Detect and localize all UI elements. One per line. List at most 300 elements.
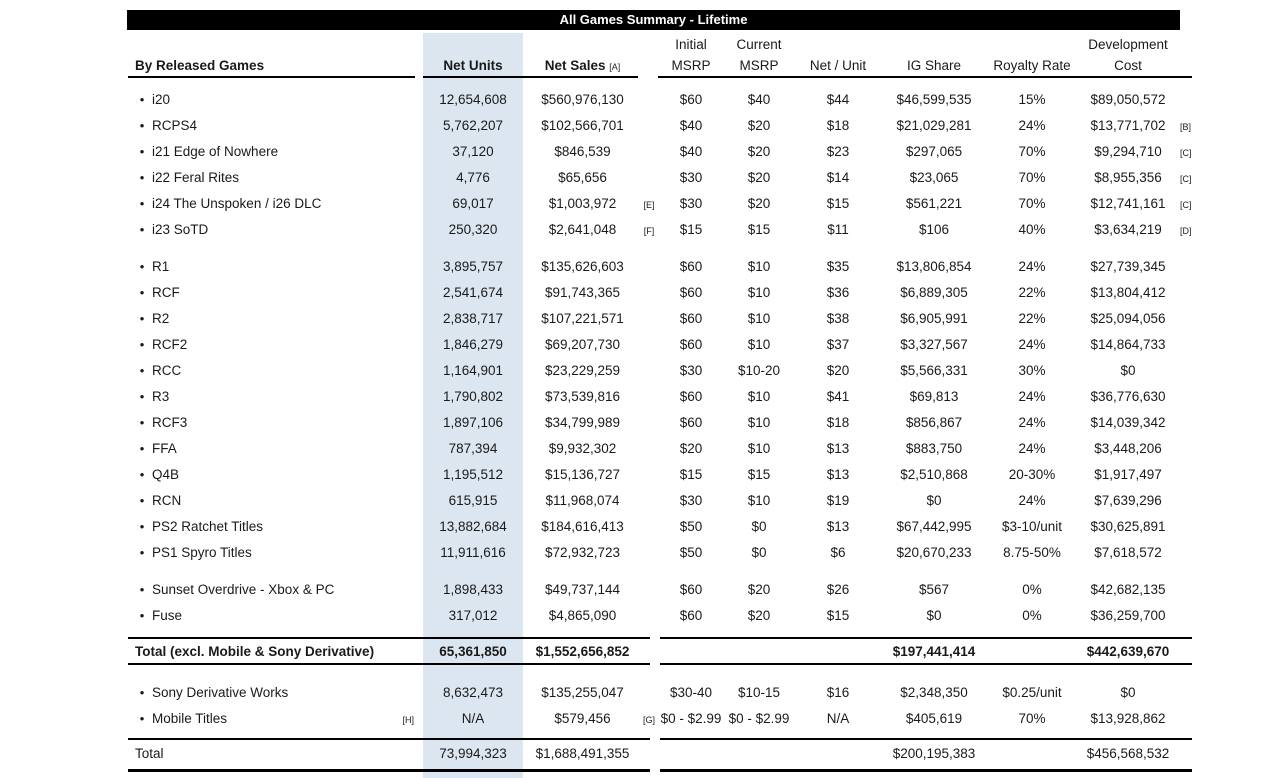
cell-net-units: 1,164,901 xyxy=(442,363,504,378)
bottom-rule-right xyxy=(660,769,1192,772)
cell-ig-share: $405,619 xyxy=(905,711,963,726)
cell-net-per-unit: $44 xyxy=(826,92,850,107)
cell-net-units: 4,776 xyxy=(456,170,490,185)
table-row xyxy=(0,332,1280,358)
cell-sales-note xyxy=(637,488,661,514)
cell-net-units: 3,895,757 xyxy=(442,259,504,274)
cell-dev-cost: $13,928,862 xyxy=(1090,711,1166,726)
cell-game-label: FFA xyxy=(152,441,177,456)
cell-net-units: 1,790,802 xyxy=(442,389,504,404)
cell-current-msrp: $10 xyxy=(747,415,771,430)
cell-ig-share: $5,566,331 xyxy=(900,363,968,378)
cell-sales-note xyxy=(637,462,661,488)
cell-sales-note xyxy=(637,113,661,139)
cell-dev-cost-note xyxy=(1180,254,1200,280)
cell-sales-note xyxy=(637,87,661,113)
cell-initial-msrp: $60 xyxy=(679,337,703,352)
cell-current-msrp: $0 - $2.99 xyxy=(728,711,790,726)
cell-net-sales: $15,136,727 xyxy=(544,467,621,482)
cell-ig-share: $21,029,281 xyxy=(896,118,972,133)
grand-total-dev-cost: $456,568,532 xyxy=(1086,746,1170,761)
cell-dev-cost-note xyxy=(1180,540,1200,566)
bullet-icon: • xyxy=(139,389,145,404)
cell-royalty-rate: 20-30% xyxy=(1008,467,1056,482)
cell-net-per-unit: $15 xyxy=(826,196,850,211)
cell-dev-cost: $36,776,630 xyxy=(1090,389,1166,404)
cell-game-label: i23 SoTD xyxy=(152,222,209,237)
header-net-sales: Net Sales [A] xyxy=(544,58,621,73)
cell-net-per-unit: $13 xyxy=(826,519,850,534)
table-row xyxy=(0,191,1280,217)
cell-royalty-rate: 15% xyxy=(1018,92,1046,107)
cell-game-label: R2 xyxy=(152,311,170,326)
cell-current-msrp: $20 xyxy=(747,608,771,623)
cell-ig-share: $567 xyxy=(918,582,950,597)
cell-dev-cost: $3,448,206 xyxy=(1094,441,1162,456)
table-row xyxy=(0,603,1280,629)
cell-net-per-unit: $38 xyxy=(826,311,850,326)
cell-sales-note xyxy=(637,514,661,540)
cell-dev-cost: $14,039,342 xyxy=(1090,415,1166,430)
table-row xyxy=(0,488,1280,514)
cell-dev-cost: $36,259,700 xyxy=(1090,608,1166,623)
bullet-icon: • xyxy=(139,685,145,700)
cell-dev-cost: $1,917,497 xyxy=(1094,467,1162,482)
cell-royalty-rate: 24% xyxy=(1018,337,1046,352)
cell-current-msrp: $0 xyxy=(751,519,767,534)
cell-net-per-unit: $18 xyxy=(826,118,850,133)
cell-dev-cost: $13,804,412 xyxy=(1090,285,1166,300)
header-net-per-unit: Net / Unit xyxy=(809,58,867,73)
cell-dev-cost: $3,634,219 xyxy=(1094,222,1162,237)
cell-sales-note xyxy=(637,139,661,165)
cell-net-per-unit: $13 xyxy=(826,467,850,482)
cell-current-msrp: $20 xyxy=(747,582,771,597)
cell-royalty-rate: $3-10/unit xyxy=(1001,519,1063,534)
cell-current-msrp: $10-15 xyxy=(737,685,781,700)
bullet-icon: • xyxy=(139,519,145,534)
cell-net-sales: $184,616,413 xyxy=(541,519,624,534)
cell-sales-note: [E] xyxy=(643,200,655,210)
cell-label-note xyxy=(384,680,414,706)
cell-net-units: 37,120 xyxy=(452,144,494,159)
total-released-ig-share: $197,441,414 xyxy=(892,644,976,659)
bullet-icon: • xyxy=(139,415,145,430)
cell-dev-cost: $30,625,891 xyxy=(1090,519,1166,534)
table-row xyxy=(0,217,1280,243)
cell-sales-note xyxy=(637,165,661,191)
table-row xyxy=(0,577,1280,603)
cell-net-per-unit: $16 xyxy=(826,685,850,700)
cell-dev-cost-note xyxy=(1180,410,1200,436)
cell-ig-share: $856,867 xyxy=(905,415,963,430)
cell-sales-note xyxy=(637,254,661,280)
cell-net-sales: $9,932,302 xyxy=(548,441,617,456)
cell-label-note xyxy=(384,540,414,566)
cell-net-sales: $69,207,730 xyxy=(544,337,621,352)
cell-net-per-unit: $41 xyxy=(826,389,850,404)
bullet-icon: • xyxy=(139,582,145,597)
cell-game-label: Sony Derivative Works xyxy=(152,685,289,700)
cell-dev-cost-note xyxy=(1180,514,1200,540)
group-2 xyxy=(0,254,1280,566)
cell-royalty-rate: 70% xyxy=(1018,170,1046,185)
table-row xyxy=(0,680,1280,706)
cell-label-note xyxy=(384,514,414,540)
cell-initial-msrp: $60 xyxy=(679,259,703,274)
cell-sales-note xyxy=(637,540,661,566)
cell-sales-note: [F] xyxy=(643,226,655,236)
cell-dev-cost-note xyxy=(1180,577,1200,603)
cell-ig-share: $20,670,233 xyxy=(896,545,972,560)
cell-royalty-rate: 24% xyxy=(1018,118,1046,133)
cell-royalty-rate: 24% xyxy=(1018,415,1046,430)
cell-dev-cost-note xyxy=(1180,332,1200,358)
cell-game-label: RCC xyxy=(152,363,182,378)
cell-sales-note xyxy=(637,410,661,436)
cell-dev-cost-note: [C] xyxy=(1180,174,1192,184)
cell-label-note xyxy=(384,113,414,139)
bullet-icon: • xyxy=(139,608,145,623)
page-title: All Games Summary - Lifetime xyxy=(127,10,1180,30)
cell-game-label: i22 Feral Rites xyxy=(152,170,240,185)
cell-net-units: 787,394 xyxy=(448,441,498,456)
cell-game-label: PS2 Ratchet Titles xyxy=(152,519,264,534)
table-row xyxy=(0,436,1280,462)
cell-sales-note xyxy=(637,280,661,306)
cell-ig-share: $106 xyxy=(918,222,950,237)
table-row xyxy=(0,706,1280,732)
cell-ig-share: $883,750 xyxy=(905,441,963,456)
cell-game-label: R3 xyxy=(152,389,170,404)
cell-sales-note xyxy=(637,680,661,706)
cell-game-label: RCF xyxy=(152,285,180,300)
cell-label-note xyxy=(384,254,414,280)
cell-net-per-unit: $11 xyxy=(827,222,849,237)
cell-current-msrp: $10 xyxy=(747,285,771,300)
cell-label-note xyxy=(384,191,414,217)
cell-net-units: 69,017 xyxy=(452,196,494,211)
table-row xyxy=(0,254,1280,280)
cell-sales-note xyxy=(637,384,661,410)
cell-label-note xyxy=(384,488,414,514)
cell-dev-cost-note xyxy=(1180,462,1200,488)
table-row xyxy=(0,165,1280,191)
cell-dev-cost-note: [D] xyxy=(1180,226,1192,236)
cell-ig-share: $6,889,305 xyxy=(900,285,968,300)
cell-dev-cost: $8,955,356 xyxy=(1094,170,1162,185)
cell-initial-msrp: $40 xyxy=(679,144,703,159)
cell-net-sales: $49,737,144 xyxy=(544,582,621,597)
cell-game-label: i21 Edge of Nowhere xyxy=(152,144,279,159)
cell-dev-cost: $0 xyxy=(1120,685,1136,700)
cell-initial-msrp: $30-40 xyxy=(669,685,713,700)
cell-net-sales: $135,255,047 xyxy=(541,685,624,700)
cell-initial-msrp: $60 xyxy=(679,608,703,623)
cell-sales-note xyxy=(637,603,661,629)
cell-dev-cost-note xyxy=(1180,87,1200,113)
cell-label-note xyxy=(384,462,414,488)
bullet-icon: • xyxy=(139,170,145,185)
bullet-icon: • xyxy=(139,118,145,133)
cell-ig-share: $69,813 xyxy=(909,389,959,404)
cell-dev-cost-note xyxy=(1180,706,1200,732)
cell-label-note xyxy=(384,165,414,191)
cell-royalty-rate: 0% xyxy=(1022,608,1042,623)
cell-net-sales: $72,932,723 xyxy=(544,545,621,560)
cell-net-units: 250,320 xyxy=(448,222,498,237)
grand-total-top-rule-right xyxy=(660,738,1192,740)
cell-dev-cost-note xyxy=(1180,384,1200,410)
cell-net-units: 5,762,207 xyxy=(442,118,504,133)
cell-net-sales: $846,539 xyxy=(554,144,611,159)
cell-dev-cost: $12,741,161 xyxy=(1090,196,1166,211)
cell-initial-msrp: $60 xyxy=(679,311,703,326)
cell-ig-share: $3,327,567 xyxy=(900,337,968,352)
cell-sales-note xyxy=(637,358,661,384)
cell-net-units: 11,911,616 xyxy=(440,545,506,560)
table-row xyxy=(0,87,1280,113)
table-row xyxy=(0,139,1280,165)
cell-initial-msrp: $40 xyxy=(679,118,703,133)
cell-initial-msrp: $50 xyxy=(679,545,703,560)
cell-initial-msrp: $15 xyxy=(679,222,703,237)
cell-game-label: i20 xyxy=(152,92,171,107)
header-initial-msrp: Initial MSRP xyxy=(671,37,711,73)
cell-royalty-rate: 40% xyxy=(1018,222,1046,237)
table-row xyxy=(0,514,1280,540)
header-rule-mid xyxy=(423,76,638,78)
cell-current-msrp: $40 xyxy=(747,92,771,107)
header-by-released-games: By Released Games xyxy=(135,58,265,73)
total-released-row xyxy=(0,639,1280,665)
cell-net-units: N/A xyxy=(461,711,485,726)
cell-royalty-rate: 22% xyxy=(1018,285,1046,300)
cell-net-per-unit: $36 xyxy=(826,285,850,300)
cell-initial-msrp: $0 - $2.99 xyxy=(660,711,722,726)
cell-sales-note xyxy=(637,306,661,332)
cell-dev-cost-note: [C] xyxy=(1180,200,1192,210)
cell-dev-cost: $7,639,296 xyxy=(1094,493,1162,508)
cell-ig-share: $23,065 xyxy=(909,170,959,185)
cell-current-msrp: $10-20 xyxy=(737,363,781,378)
cell-net-sales: $34,799,989 xyxy=(544,415,621,430)
cell-dev-cost-note: [B] xyxy=(1180,122,1192,132)
bullet-icon: • xyxy=(139,285,145,300)
total-released-dev-cost: $442,639,670 xyxy=(1086,644,1170,659)
table-row xyxy=(0,462,1280,488)
cell-net-per-unit: $26 xyxy=(826,582,850,597)
total-released-net-units: 65,361,850 xyxy=(439,644,507,659)
cell-royalty-rate: $0.25/unit xyxy=(1002,685,1062,700)
header-net-sales-note: [A] xyxy=(609,62,621,72)
cell-dev-cost-note: [C] xyxy=(1180,148,1192,158)
bullet-icon: • xyxy=(139,545,145,560)
cell-initial-msrp: $60 xyxy=(679,582,703,597)
cell-current-msrp: $10 xyxy=(747,441,771,456)
cell-ig-share: $0 xyxy=(926,493,942,508)
cell-current-msrp: $10 xyxy=(747,311,771,326)
cell-current-msrp: $10 xyxy=(747,493,771,508)
cell-initial-msrp: $30 xyxy=(679,363,703,378)
cell-dev-cost: $7,618,572 xyxy=(1094,545,1162,560)
cell-net-per-unit: $15 xyxy=(826,608,850,623)
table-row xyxy=(0,540,1280,566)
cell-game-label: RCN xyxy=(152,493,182,508)
cell-net-units: 12,654,608 xyxy=(439,92,507,107)
cell-label-note xyxy=(384,280,414,306)
bullet-icon: • xyxy=(139,467,145,482)
cell-game-label: RCF3 xyxy=(152,415,188,430)
bullet-icon: • xyxy=(139,441,145,456)
cell-net-sales: $23,229,259 xyxy=(544,363,621,378)
cell-current-msrp: $10 xyxy=(747,389,771,404)
cell-net-sales: $65,656 xyxy=(558,170,607,185)
cell-game-label: RCPS4 xyxy=(152,118,198,133)
grand-total-ig-share: $200,195,383 xyxy=(892,746,976,761)
cell-net-units: 317,012 xyxy=(448,608,498,623)
cell-dev-cost-note xyxy=(1180,488,1200,514)
cell-current-msrp: $0 xyxy=(751,545,767,560)
bottom-rule-left xyxy=(128,769,650,772)
cell-dev-cost: $9,294,710 xyxy=(1094,144,1162,159)
cell-royalty-rate: 0% xyxy=(1022,582,1042,597)
cell-label-note xyxy=(384,306,414,332)
cell-net-per-unit: $37 xyxy=(826,337,850,352)
header-current-msrp: Current MSRP xyxy=(736,37,782,73)
cell-initial-msrp: $60 xyxy=(679,389,703,404)
cell-sales-note xyxy=(637,332,661,358)
cell-initial-msrp: $60 xyxy=(679,415,703,430)
cell-sales-note xyxy=(637,577,661,603)
cell-initial-msrp: $60 xyxy=(679,285,703,300)
cell-dev-cost-note xyxy=(1180,603,1200,629)
grand-total-net-sales: $1,688,491,355 xyxy=(535,746,630,761)
cell-net-per-unit: N/A xyxy=(826,711,850,726)
cell-ig-share: $297,065 xyxy=(905,144,963,159)
cell-initial-msrp: $15 xyxy=(679,467,703,482)
table-row xyxy=(0,358,1280,384)
cell-ig-share: $13,806,854 xyxy=(896,259,972,274)
cell-label-note xyxy=(384,384,414,410)
cell-game-label: i24 The Unspoken / i26 DLC xyxy=(152,196,322,211)
cell-game-label: Mobile Titles xyxy=(152,711,228,726)
cell-sales-note: [G] xyxy=(642,715,655,725)
cell-label-note xyxy=(384,436,414,462)
cell-royalty-rate: 24% xyxy=(1018,389,1046,404)
header-rule-left xyxy=(128,76,415,78)
cell-initial-msrp: $30 xyxy=(679,196,703,211)
cell-net-units: 2,541,674 xyxy=(442,285,504,300)
cell-dev-cost: $25,094,056 xyxy=(1090,311,1166,326)
cell-ig-share: $561,221 xyxy=(905,196,963,211)
cell-game-label: RCF2 xyxy=(152,337,188,352)
grand-total-row xyxy=(0,741,1280,767)
cell-dev-cost: $0 xyxy=(1120,363,1136,378)
cell-sales-note xyxy=(637,436,661,462)
group-1 xyxy=(0,87,1280,243)
cell-dev-cost: $13,771,702 xyxy=(1090,118,1166,133)
cell-dev-cost-note xyxy=(1180,358,1200,384)
cell-game-label: Sunset Overdrive - Xbox & PC xyxy=(152,582,335,597)
total-released-label: Total (excl. Mobile & Sony Derivative) xyxy=(135,644,375,659)
cell-game-label: Fuse xyxy=(152,608,183,623)
cell-net-sales: $91,743,365 xyxy=(544,285,621,300)
cell-game-label: Q4B xyxy=(152,467,180,482)
cell-royalty-rate: 22% xyxy=(1018,311,1046,326)
cell-net-units: 2,838,717 xyxy=(442,311,504,326)
header-royalty-rate: Royalty Rate xyxy=(993,58,1071,73)
cell-ig-share: $2,510,868 xyxy=(900,467,968,482)
cell-royalty-rate: 70% xyxy=(1018,144,1046,159)
cell-net-sales: $11,968,074 xyxy=(545,493,620,508)
cell-royalty-rate: 70% xyxy=(1018,711,1046,726)
cell-net-sales: $102,566,701 xyxy=(541,118,624,133)
cell-current-msrp: $15 xyxy=(747,467,771,482)
group-3 xyxy=(0,577,1280,629)
cell-royalty-rate: 30% xyxy=(1018,363,1046,378)
cell-ig-share: $2,348,350 xyxy=(900,685,968,700)
bullet-icon: • xyxy=(139,363,145,378)
bullet-icon: • xyxy=(139,92,145,107)
cell-dev-cost-note xyxy=(1180,680,1200,706)
cell-net-units: 8,632,473 xyxy=(442,685,504,700)
cell-initial-msrp: $50 xyxy=(679,519,703,534)
cell-net-units: 615,915 xyxy=(448,493,498,508)
header-net-units: Net Units xyxy=(443,58,503,73)
cell-initial-msrp: $20 xyxy=(679,441,703,456)
header-rule-right xyxy=(658,76,1192,78)
cell-royalty-rate: 70% xyxy=(1018,196,1046,211)
cell-game-label: R1 xyxy=(152,259,170,274)
bullet-icon: • xyxy=(139,493,145,508)
table-row xyxy=(0,280,1280,306)
cell-net-sales: $1,003,972 xyxy=(548,196,617,211)
cell-net-per-unit: $14 xyxy=(826,170,850,185)
cell-current-msrp: $15 xyxy=(747,222,771,237)
cell-net-units: 13,882,684 xyxy=(439,519,507,534)
cell-net-units: 1,846,279 xyxy=(442,337,504,352)
cell-label-note xyxy=(384,87,414,113)
cell-royalty-rate: 24% xyxy=(1018,493,1046,508)
cell-royalty-rate: 8.75-50% xyxy=(1003,545,1061,560)
bullet-icon: • xyxy=(139,222,145,237)
cell-label-note xyxy=(384,603,414,629)
cell-net-sales: $579,456 xyxy=(554,711,611,726)
cell-label-note xyxy=(384,217,414,243)
cell-current-msrp: $20 xyxy=(747,144,771,159)
cell-net-per-unit: $23 xyxy=(826,144,850,159)
cell-net-units: 1,897,106 xyxy=(442,415,504,430)
total-released-net-sales: $1,552,656,852 xyxy=(535,644,630,659)
cell-net-sales: $4,865,090 xyxy=(548,608,617,623)
bullet-icon: • xyxy=(139,144,145,159)
header-development-cost: Development Cost xyxy=(1088,37,1168,73)
cell-label-note xyxy=(384,577,414,603)
grand-total-net-units: 73,994,323 xyxy=(439,746,507,761)
cell-net-sales: $560,976,130 xyxy=(541,92,624,107)
group-other xyxy=(0,680,1280,732)
cell-game-label: PS1 Spyro Titles xyxy=(152,545,252,560)
total-released-bottom-rule-left xyxy=(128,663,650,665)
cell-dev-cost: $42,682,135 xyxy=(1090,582,1166,597)
cell-net-sales: $135,626,603 xyxy=(541,259,624,274)
cell-net-sales: $2,641,048 xyxy=(548,222,617,237)
cell-ig-share: $6,905,991 xyxy=(900,311,968,326)
cell-initial-msrp: $60 xyxy=(679,92,703,107)
cell-initial-msrp: $30 xyxy=(679,170,703,185)
cell-label-note xyxy=(384,410,414,436)
